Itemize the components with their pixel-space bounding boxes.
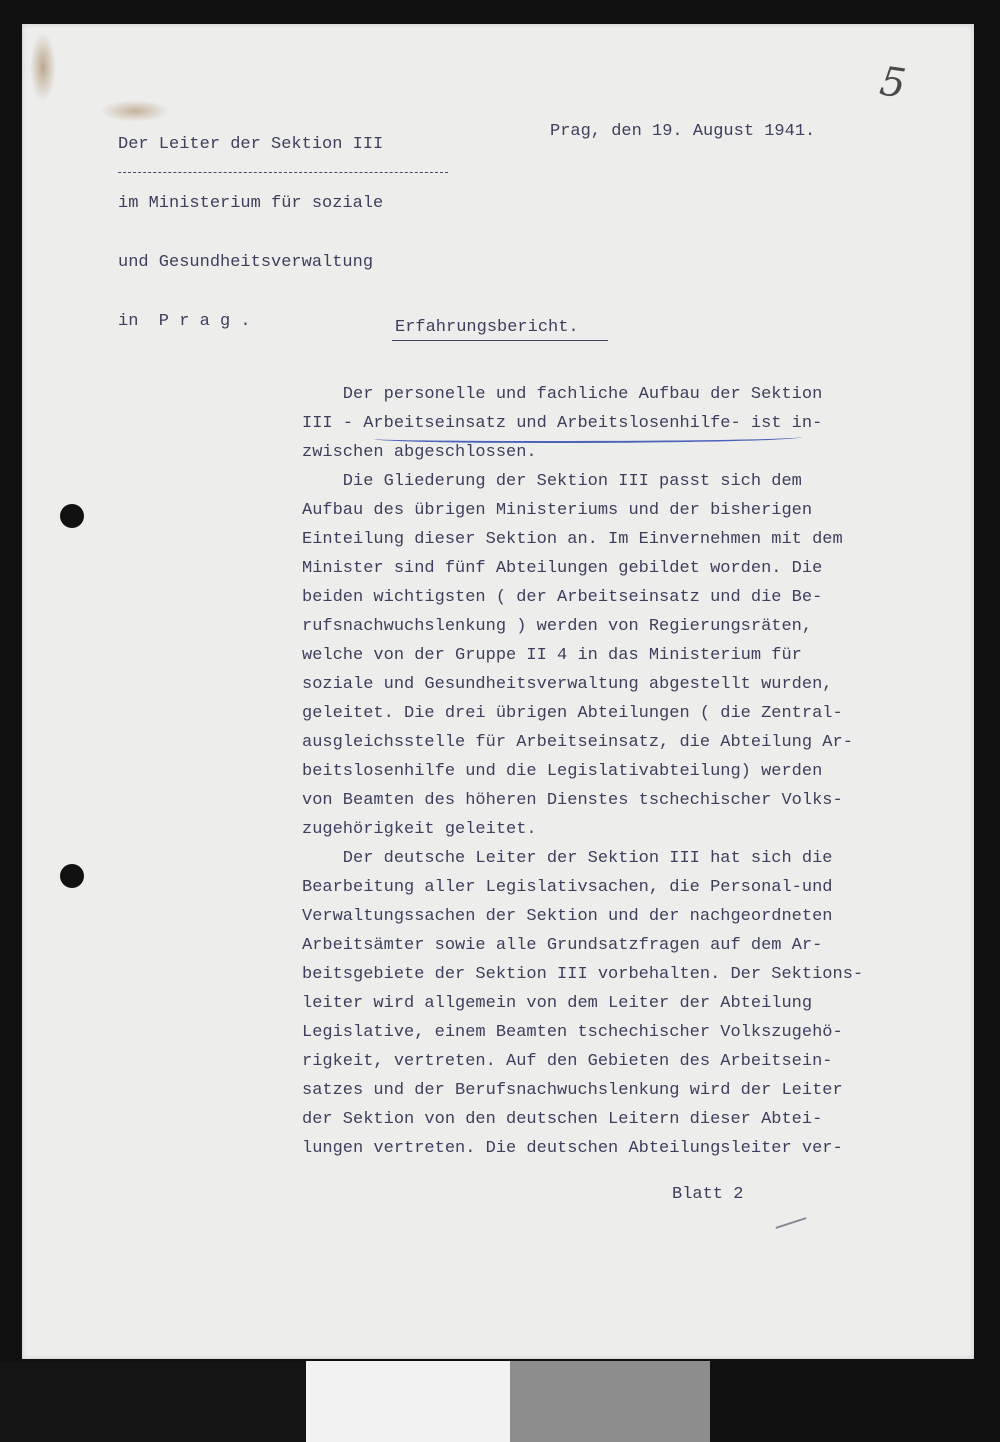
body-line: zwischen abgeschlossen. bbox=[302, 443, 537, 462]
sender-underline bbox=[118, 172, 448, 173]
body-line: Die Gliederung der Sektion III passt sich dem bbox=[302, 472, 802, 491]
sender-line: und Gesundheitsverwaltung bbox=[118, 253, 374, 272]
date-line: Prag, den 19. August 1941. bbox=[550, 122, 816, 141]
sender-line: in P r a g . bbox=[118, 312, 251, 331]
body-line: Einteilung dieser Sektion an. Im Einvernehmen mit dem bbox=[302, 530, 843, 549]
body-line: soziale und Gesundheitsverwaltung abgestellt wurden, bbox=[302, 675, 833, 694]
body-line: zugehörigkeit geleitet. bbox=[302, 820, 537, 839]
document-title: Erfahrungsbericht. bbox=[395, 318, 579, 337]
scan-calibration-white bbox=[306, 1361, 510, 1442]
punch-hole-top bbox=[60, 504, 84, 528]
body-line: Bearbeitung aller Legislativsachen, die Personal-und bbox=[302, 878, 833, 897]
scan-calibration-gray bbox=[510, 1361, 710, 1442]
handwritten-page-number: 5 bbox=[876, 58, 909, 108]
rust-stain bbox=[30, 32, 56, 102]
body-line: Aufbau des übrigen Ministeriums und der bisherigen bbox=[302, 501, 813, 520]
body-line: Der personelle und fachliche Aufbau der Sektion bbox=[302, 385, 823, 404]
body-line: Legislative, einem Beamten tschechischer Volkszugehö- bbox=[302, 1023, 843, 1042]
body-line: welche von der Gruppe II 4 in das Ministerium für bbox=[302, 646, 802, 665]
body-line: beiden wichtigsten ( der Arbeitseinsatz und die Be- bbox=[302, 588, 823, 607]
body-line: leiter wird allgemein von dem Leiter der Abteilung bbox=[302, 994, 813, 1013]
body-line: III - Arbeitseinsatz und Arbeitslosenhilfe- ist in- bbox=[302, 414, 823, 433]
body-line: geleitet. Die drei übrigen Abteilungen ( die Zentral- bbox=[302, 704, 843, 723]
body-line: von Beamten des höheren Dienstes tschechischer Volks- bbox=[302, 791, 843, 810]
continuation-note: Blatt 2 bbox=[672, 1185, 744, 1204]
body-line: beitsgebiete der Sektion III vorbehalten. Der Sektions- bbox=[302, 965, 864, 984]
body-line: ausgleichsstelle für Arbeitseinsatz, die Abteilung Ar- bbox=[302, 733, 853, 752]
body-line: der Sektion von den deutschen Leitern dieser Abtei- bbox=[302, 1110, 823, 1129]
body-line: beitslosenhilfe und die Legislativabteilung) werden bbox=[302, 762, 823, 781]
sender-line: Der Leiter der Sektion III bbox=[118, 135, 384, 154]
sender-line: im Ministerium für soziale bbox=[118, 194, 384, 213]
body-line: Arbeitsämter sowie alle Grundsatzfragen auf dem Ar- bbox=[302, 936, 823, 955]
sender-block bbox=[118, 95, 458, 351]
title-underline bbox=[392, 340, 608, 341]
document-body bbox=[302, 380, 942, 1163]
punch-hole-bottom bbox=[60, 864, 84, 888]
body-line: lungen vertreten. Die deutschen Abteilungsleiter ver- bbox=[302, 1139, 843, 1158]
body-line: rigkeit, vertreten. Auf den Gebieten des Arbeitsein- bbox=[302, 1052, 833, 1071]
body-line: satzes und der Berufsnachwuchslenkung wird der Leiter bbox=[302, 1081, 843, 1100]
body-line: rufsnachwuchslenkung ) werden von Regierungsräten, bbox=[302, 617, 813, 636]
body-line: Verwaltungssachen der Sektion und der nachgeordneten bbox=[302, 907, 833, 926]
scan-border-strip bbox=[0, 1361, 306, 1442]
body-line: Der deutsche Leiter der Sektion III hat sich die bbox=[302, 849, 833, 868]
body-line: Minister sind fünf Abteilungen gebildet worden. Die bbox=[302, 559, 823, 578]
